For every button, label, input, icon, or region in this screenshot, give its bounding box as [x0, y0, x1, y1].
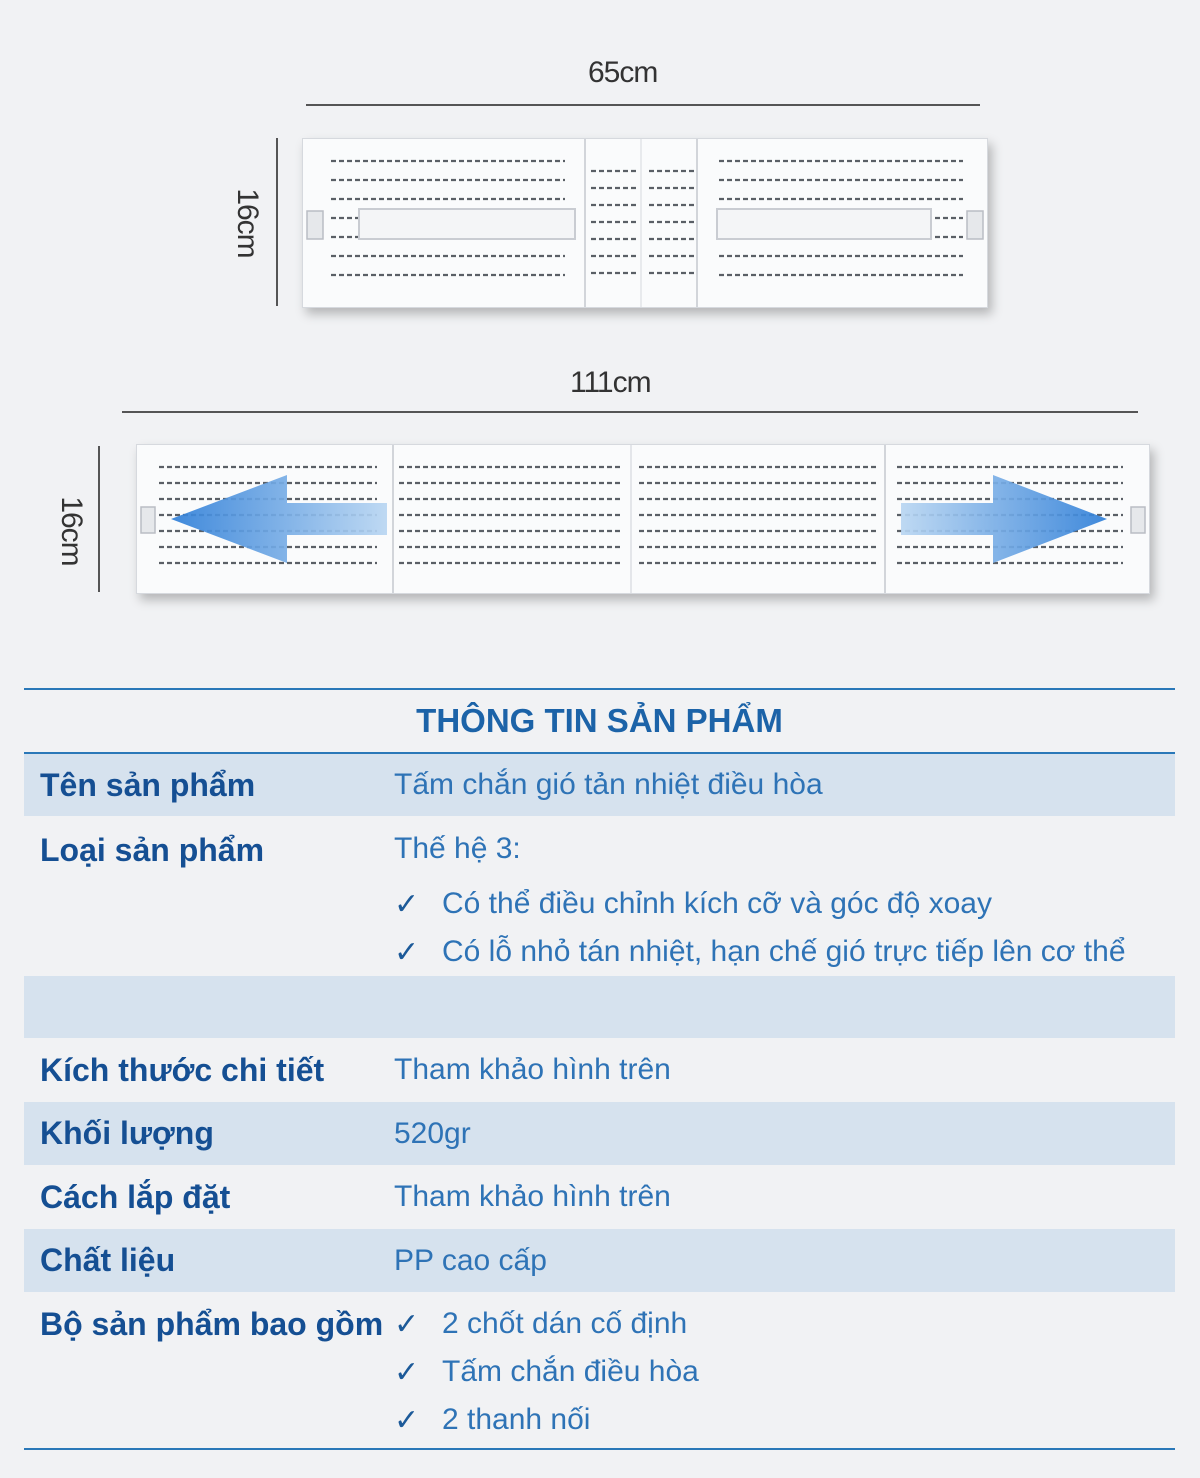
row-label: Chất liệu: [40, 1242, 176, 1278]
check-icon: ✓: [394, 934, 420, 970]
row-label: Bộ sản phẩm bao gồm: [40, 1306, 384, 1342]
bottom-width-line: [122, 411, 1138, 413]
check-icon: ✓: [394, 1354, 420, 1390]
end-clip: [967, 211, 983, 239]
row-spacer: [24, 976, 1175, 1038]
slide-handle: [717, 209, 931, 239]
check-icon: ✓: [394, 1306, 420, 1342]
top-panel-drawing: [303, 139, 987, 307]
bullet-text: Có lỗ nhỏ tán nhiệt, hạn chế gió trực tiếp lên cơ thể: [442, 935, 1126, 968]
top-height-line: [276, 138, 278, 306]
top-deflector-panel: [302, 138, 988, 308]
bullet-text: 2 chốt dán cố định: [442, 1307, 688, 1340]
end-clip: [1131, 507, 1145, 533]
row-dimensions: [24, 1038, 1175, 1102]
top-height-label: 16cm: [231, 188, 264, 258]
right-expand-arrow-icon: [901, 475, 1107, 563]
bottom-height-label: 16cm: [55, 496, 88, 566]
top-width-line: [306, 104, 980, 106]
row-value: Tham khảo hình trên: [394, 1053, 671, 1086]
bottom-deflector-panel: [136, 444, 1150, 594]
check-icon: ✓: [394, 1402, 420, 1438]
row-label: Khối lượng: [40, 1115, 214, 1151]
row-label: Tên sản phẩm: [40, 766, 256, 803]
end-clip: [307, 211, 323, 239]
table-bottom-rule: [24, 1448, 1175, 1450]
list-item: [394, 1300, 1175, 1348]
row-value: Tấm chắn gió tản nhiệt điều hòa: [394, 768, 823, 801]
bullet-text: 2 thanh nối: [442, 1403, 591, 1436]
bottom-width-label: 111cm: [570, 366, 651, 399]
row-value: 520gr: [394, 1116, 471, 1150]
list-item: [394, 1396, 1175, 1444]
bottom-panel-drawing: [137, 445, 1149, 593]
row-value: PP cao cấp: [394, 1243, 547, 1277]
row-label: Cách lắp đặt: [40, 1178, 231, 1215]
row-material: [24, 1229, 1175, 1292]
bottom-height-line: [98, 446, 100, 592]
list-item: [394, 880, 1175, 928]
bullet-text: Tấm chắn điều hòa: [442, 1355, 699, 1388]
row-weight: [24, 1102, 1175, 1165]
table-title: THÔNG TIN SẢN PHẨM: [416, 702, 783, 739]
check-icon: ✓: [394, 886, 420, 922]
left-expand-arrow-icon: [171, 475, 387, 563]
list-item: [394, 1348, 1175, 1396]
row-value: Tham khảo hình trên: [394, 1180, 671, 1213]
row-label: Kích thước chi tiết: [40, 1051, 325, 1088]
row-installation: [24, 1165, 1175, 1229]
row-value: [394, 1292, 1175, 1448]
row-product-type: [24, 816, 1175, 976]
bullet-text: Có thể điều chỉnh kích cỡ và góc độ xoay: [442, 887, 992, 920]
row-label: Loại sản phẩm: [40, 832, 265, 868]
row-package-contents: [24, 1292, 1175, 1448]
top-width-label: 65cm: [588, 56, 658, 89]
row-product-name: [24, 754, 1175, 816]
end-clip: [141, 507, 155, 533]
slide-handle: [359, 209, 575, 239]
product-info-table: [24, 688, 1175, 1450]
product-generation: Thế hệ 3:: [394, 832, 521, 865]
list-item: [394, 928, 1175, 976]
row-value: [394, 816, 1175, 976]
